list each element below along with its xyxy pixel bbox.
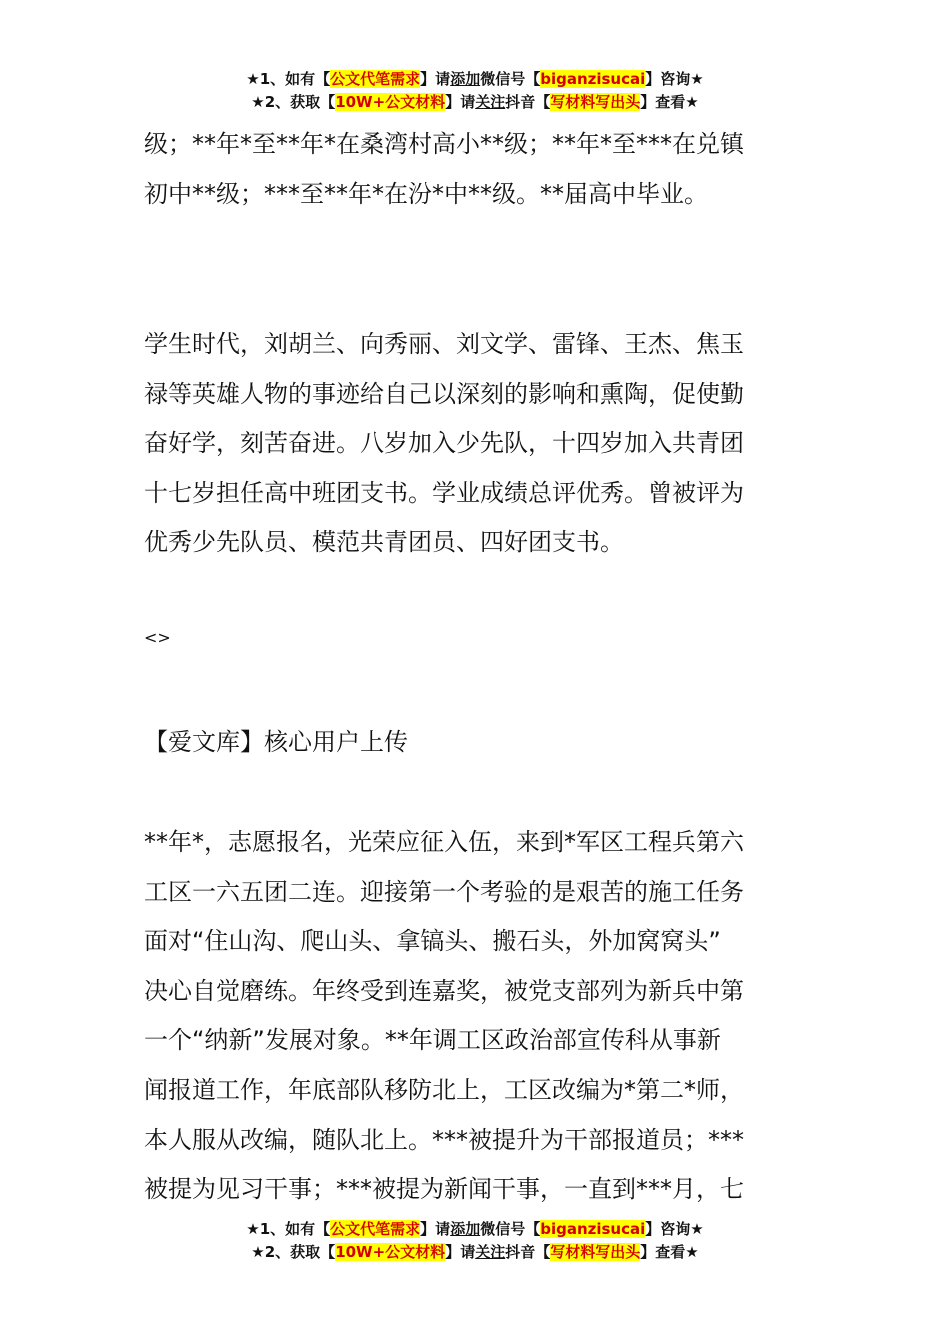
text-line: 工区一六五团二连。迎接第一个考验的是艰苦的施工任务 <box>144 877 744 906</box>
text-line: 禄等英雄人物的事迹给自己以深刻的影响和熏陶，促使勤 <box>144 379 744 408</box>
upload-note: 【爱文库】核心用户上传 <box>144 728 408 756</box>
marker-text: <> <box>144 628 171 647</box>
text-line: **年*，志愿报名，光荣应征入伍，来到*军区工程兵第六 <box>144 828 744 856</box>
paragraph-student-years <box>144 320 808 568</box>
text-line: 被提为见习干事；***被提为新闻干事，一直到***月，七 <box>144 1175 744 1204</box>
text-line: 闻报道工作，年底部队移防北上，工区改编为*第二*师， <box>144 1075 744 1104</box>
text-line: 决心自觉磨练。年终受到连嘉奖，被党支部列为新兵中第 <box>144 976 744 1005</box>
text-line: 奋好学，刻苦奋进。八岁加入少先队，十四岁加入共青团 <box>144 429 744 458</box>
text-line: 学生时代，刘胡兰、向秀丽、刘文学、雷锋、王杰、焦玉 <box>144 330 744 358</box>
text-line: 面对“住山沟、爬山头、拿镐头、搬石头，外加窝窝头” <box>144 927 721 956</box>
banner-line-1: ★1、如有【公文代笔需求】请添加微信号【biganzisucai】咨询★ <box>246 70 704 88</box>
text-line: 本人服从改编，随队北上。***被提升为干部报道员；*** <box>144 1125 744 1154</box>
banner-line-2: ★2、获取【10W+公文材料】请关注抖音【写材料写出头】查看★ <box>251 1243 699 1261</box>
text-line: 级；**年*至**年*在桑湾村高小**级；**年*至***在兑镇 <box>144 130 744 158</box>
banner-line-1: ★1、如有【公文代笔需求】请添加微信号【biganzisucai】咨询★ <box>246 1220 704 1238</box>
text-line: 优秀少先队员、模范共青团员、四好团支书。 <box>144 528 624 557</box>
header-banner <box>0 68 950 114</box>
banner-line-2: ★2、获取【10W+公文材料】请关注抖音【写材料写出头】查看★ <box>251 93 699 111</box>
footer-banner <box>0 1218 950 1264</box>
paragraph-education <box>144 120 808 219</box>
text-line: 一个“纳新”发展对象。**年调工区政治部宣传科从事新 <box>144 1026 721 1055</box>
text-line: 十七岁担任高中班团支书。学业成绩总评优秀。曾被评为 <box>144 478 744 507</box>
text-line: 初中**级；***至**年*在汾*中**级。**届高中毕业。 <box>144 179 708 208</box>
paragraph-military-service <box>144 818 808 1215</box>
